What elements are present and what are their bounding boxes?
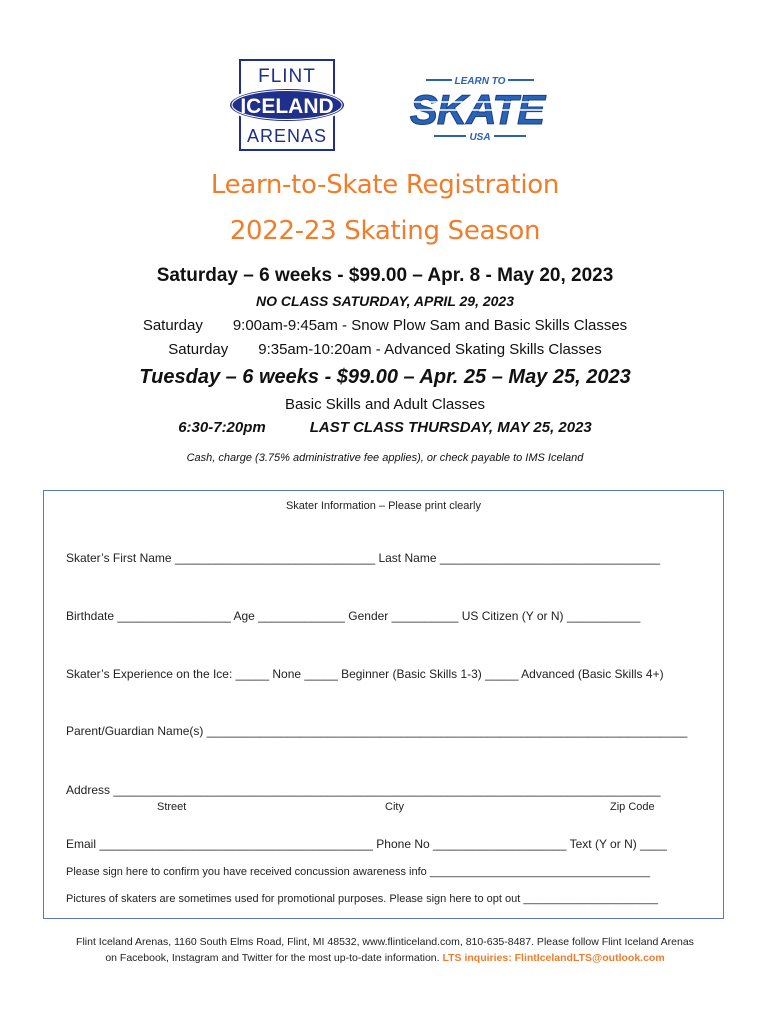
no-class-notice: NO CLASS SATURDAY, APRIL 29, 2023 [255,293,515,309]
last-class-notice: LAST CLASS THURSDAY, MAY 25, 2023 [309,419,592,436]
experience-row[interactable]: Skater’s Experience on the Ice: _____ None _____ Beginner (Basic Skills 1-3) _____ Advanced (Basic Skills 4+) [66,667,664,681]
tuesday-heading: Tuesday – 6 weeks - $99.00 – Apr. 25 – May 25, 2023 [139,366,631,388]
flint-iceland-logo [228,58,350,154]
footer-line-2 [0,952,770,964]
lts-logo-top: LEARN TO [454,76,506,87]
concussion-signature-row[interactable]: Please sign here to confirm you have received concussion awareness info ____________________________________ [66,866,651,878]
skater-information-form [43,490,724,919]
saturday-heading: Saturday – 6 weeks - $99.00 – Apr. 8 - May 20, 2023 [156,265,614,286]
address-city-label: City [385,801,404,813]
flint-logo-bottom: ARENAS [246,126,328,146]
address-street-label: Street [157,801,187,813]
footer-line-1: Flint Iceland Arenas, 1160 South Elms Road, Flint, MI 48532, www.flinticeland.com, 810-635-8487. Please follow Flint Iceland Arenas [76,936,694,948]
tuesday-classes: Basic Skills and Adult Classes [284,396,486,413]
session-day: Saturday [168,341,229,358]
session-day: Saturday [142,317,203,334]
address-row[interactable]: Address __________________________________________________________________________________ [66,783,661,797]
lts-logo-bottom: USA [469,132,491,142]
learn-to-skate-logo [396,72,558,142]
guardian-row[interactable]: Parent/Guardian Name(s) ________________________________________________________________________ [66,724,688,738]
lts-inquiries: LTS inquiries: FlintIcelandLTS@outlook.com [442,952,665,964]
session-desc: 9:35am-10:20am - Advanced Skating Skills Classes [258,341,602,358]
title-line-1: Learn-to-Skate Registration [210,170,560,200]
saturday-session-1 [0,317,770,334]
contact-row[interactable]: Email _________________________________________ Phone No ____________________ Text (Y or N) ____ [66,837,667,851]
flint-logo-middle: ICELAND [240,95,334,118]
tuesday-time: 6:30-7:20pm [178,419,266,436]
name-row[interactable]: Skater’s First Name ______________________________ Last Name _________________________________ [66,551,661,565]
saturday-session-2 [0,341,770,358]
title-line-2: 2022-23 Skating Season [229,216,541,246]
payment-note: Cash, charge (3.75% administrative fee applies), or check payable to IMS Iceland [186,452,584,464]
photo-opt-out-row[interactable]: Pictures of skaters are sometimes used for promotional purposes. Please sign here to opt out ______________________ [66,893,658,905]
birthdate-row[interactable]: Birthdate _________________ Age _____________ Gender __________ US Citizen (Y or N) ___________ [66,609,641,623]
tuesday-times [0,419,770,436]
session-desc: 9:00am-9:45am - Snow Plow Sam and Basic Skills Classes [232,317,628,334]
flint-logo-top: FLINT [258,66,316,87]
footer-info: on Facebook, Instagram and Twitter for the most up-to-date information. [105,952,440,964]
form-heading: Skater Information – Please print clearly [285,500,482,512]
address-zip-label: Zip Code [610,801,655,813]
lts-logo-middle: SKATE [409,86,545,133]
logos [0,58,770,158]
